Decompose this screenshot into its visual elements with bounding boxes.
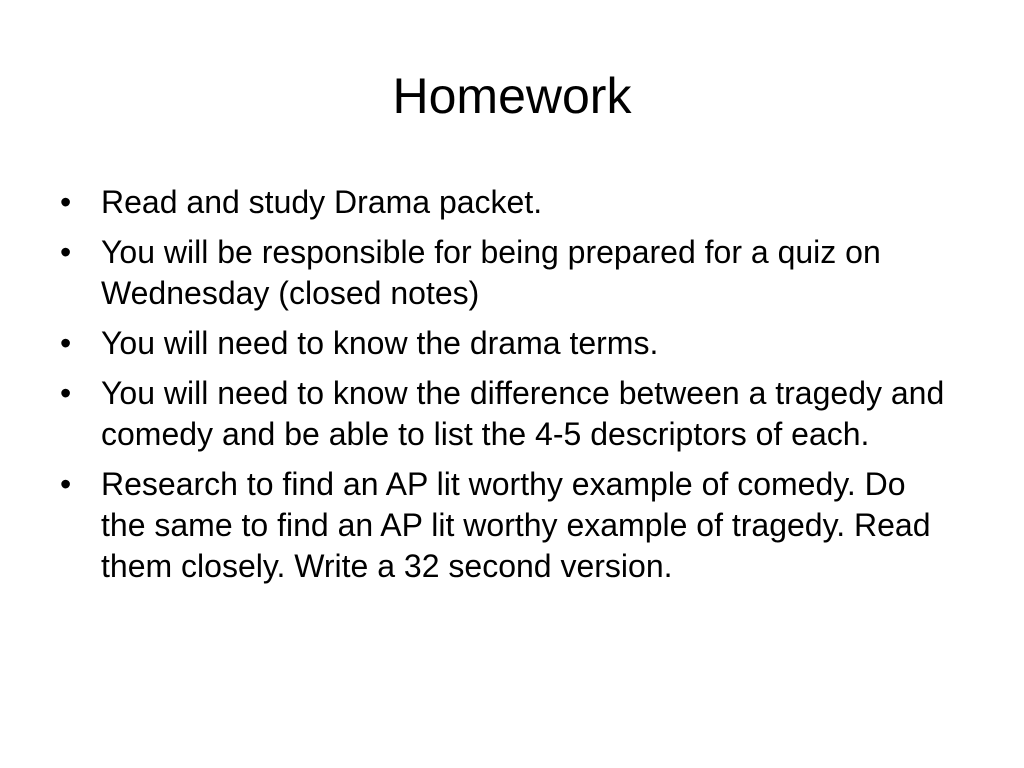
bullet-item xyxy=(60,464,950,587)
bullet-icon: • xyxy=(60,466,72,502)
bullet-item xyxy=(60,182,950,223)
bullet-icon: • xyxy=(60,234,72,270)
bullet-item xyxy=(60,232,950,314)
bullet-text: You will need to know the difference between a tragedy and comedy and be able to list the 4-5 descriptors of each. xyxy=(101,375,945,452)
bullet-item xyxy=(60,373,950,455)
bullet-text: Read and study Drama packet. xyxy=(101,184,543,220)
slide-title: Homework xyxy=(392,68,632,124)
bullet-item xyxy=(60,323,950,364)
bullet-text: You will need to know the drama terms. xyxy=(101,325,659,361)
bullet-icon: • xyxy=(60,375,72,411)
bullet-icon: • xyxy=(60,184,72,220)
bullet-list xyxy=(60,182,950,596)
bullet-text: Research to find an AP lit worthy example of comedy. Do the same to find an AP lit worthy example of tragedy. Read them closely. Write a 32 second version. xyxy=(101,466,931,584)
bullet-icon: • xyxy=(60,325,72,361)
bullet-text: You will be responsible for being prepared for a quiz on Wednesday (closed notes) xyxy=(101,234,881,311)
